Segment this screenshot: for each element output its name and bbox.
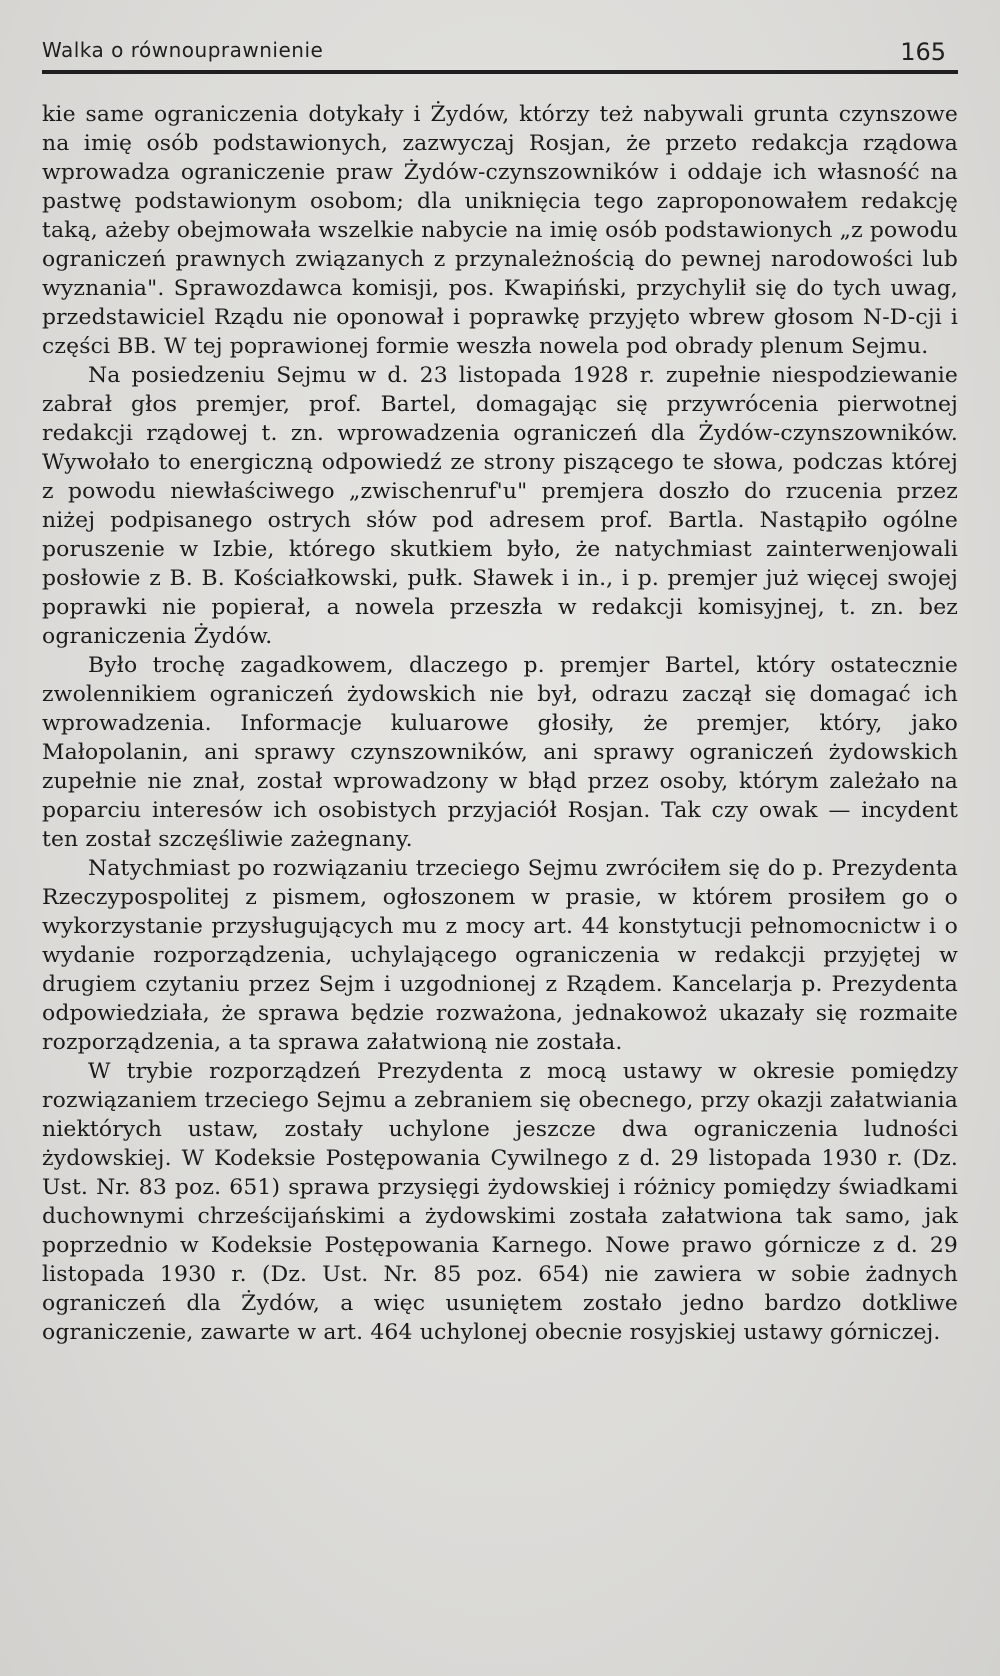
running-title: Walka o równouprawnienie	[42, 38, 324, 62]
body-text	[42, 100, 958, 1347]
page-number: 165	[900, 38, 946, 66]
paragraph-4: Natychmiast po rozwiązaniu trzeciego Sejmu zwróciłem się do p. Prezydenta Rzeczypospolitej z pismem, ogłoszonem w prasie, w którem prosiłem go o wykorzystanie przysługujących mu z mocy art. 44 konstytucji pełnomocnictw i o wydanie rozporządzenia, uchylającego ograniczenia w redakcji przyjętej w drugiem czytaniu przez Sejm i uzgodnionej z Rządem. Kancelarja p. Prezydenta odpowiedziała, że sprawa będzie rozważona, jednakowoż ukazały się rozmaite rozporządzenia, a ta sprawa załatwioną nie została.	[42, 856, 958, 1055]
paragraph-2: Na posiedzeniu Sejmu w d. 23 listopada 1928 r. zupełnie niespodziewanie zabrał głos premjer, prof. Bartel, domagając się przywrócenia pierwotnej redakcji rządowej t. zn. wprowadzenia ograniczeń dla Żydów-czynszowników. Wywołało to energiczną odpowiedź ze strony piszącego te słowa, podczas której z powodu niewłaściwego „zwischenruf'u" premjera doszło do rzucenia przez niżej podpisanego ostrych słów pod adresem prof. Bartla. Nastąpiło ogólne poruszenie w Izbie, którego skutkiem było, że natychmiast zainterwenjowali posłowie z B. B. Kościałkowski, pułk. Sławek i in., i p. premjer już więcej swojej poprawki nie popierał, a nowela przeszła w redakcji komisyjnej, t. zn. bez ograniczenia Żydów.	[42, 363, 958, 649]
page-header	[42, 28, 958, 74]
paragraph-5: W trybie rozporządzeń Prezydenta z mocą ustawy w okresie pomiędzy rozwiązaniem trzeciego Sejmu a zebraniem się obecnego, przy okazji załatwiania niektórych ustaw, zostały uchylone jeszcze dwa ograniczenia ludności żydowskiej. W Kodeksie Postępowania Cywilnego z d. 29 listopada 1930 r. (Dz. Ust. Nr. 83 poz. 651) sprawa przysięgi żydowskiej i różnicy pomiędzy świadkami duchownymi chrześcijańskimi a żydowskimi została załatwiona tak samo, jak poprzednio w Kodeksie Postępowania Karnego. Nowe prawo górnicze z d. 29 listopada 1930 r. (Dz. Ust. Nr. 85 poz. 654) nie zawiera w sobie żadnych ograniczeń dla Żydów, a więc usuniętem zostało jedno bardzo dotkliwe ograniczenie, zawarte w art. 464 uchylonej obecnie rosyjskiej ustawy górniczej.	[42, 1059, 958, 1345]
paragraph-3: Było trochę zagadkowem, dlaczego p. premjer Bartel, który ostatecznie zwolennikiem ograniczeń żydowskich nie był, odrazu zaczął się domagać ich wprowadzenia. Informacje kuluarowe głosiły, że premjer, który, jako Małopolanin, ani sprawy czynszowników, ani sprawy ograniczeń żydowskich zupełnie nie znał, został wprowadzony w błąd przez osoby, którym zależało na poparciu interesów ich osobistych przyjaciół Rosjan. Tak czy owak — incydent ten został szczęśliwie zażegnany.	[42, 653, 958, 852]
paragraph-1: kie same ograniczenia dotykały i Żydów, którzy też nabywali grunta czynszowe na imię osób podstawionych, zazwyczaj Rosjan, że przeto redakcja rządowa wprowadza ograniczenie praw Żydów-czynszowników i oddaje ich własność na pastwę podstawionym osobom; dla uniknięcia tego zaproponowałem redakcję taką, ażeby obejmowała wszelkie nabycie na imię osób podstawionych „z powodu ograniczeń prawnych związanych z przynależnością do pewnej narodowości lub wyznania". Sprawozdawca komisji, pos. Kwapiński, przychylił się do tych uwag, przedstawiciel Rządu nie oponował i poprawkę przyjęto wbrew głosom N-D-cji i części BB. W tej poprawionej formie weszła nowela pod obrady plenum Sejmu.	[42, 102, 958, 359]
